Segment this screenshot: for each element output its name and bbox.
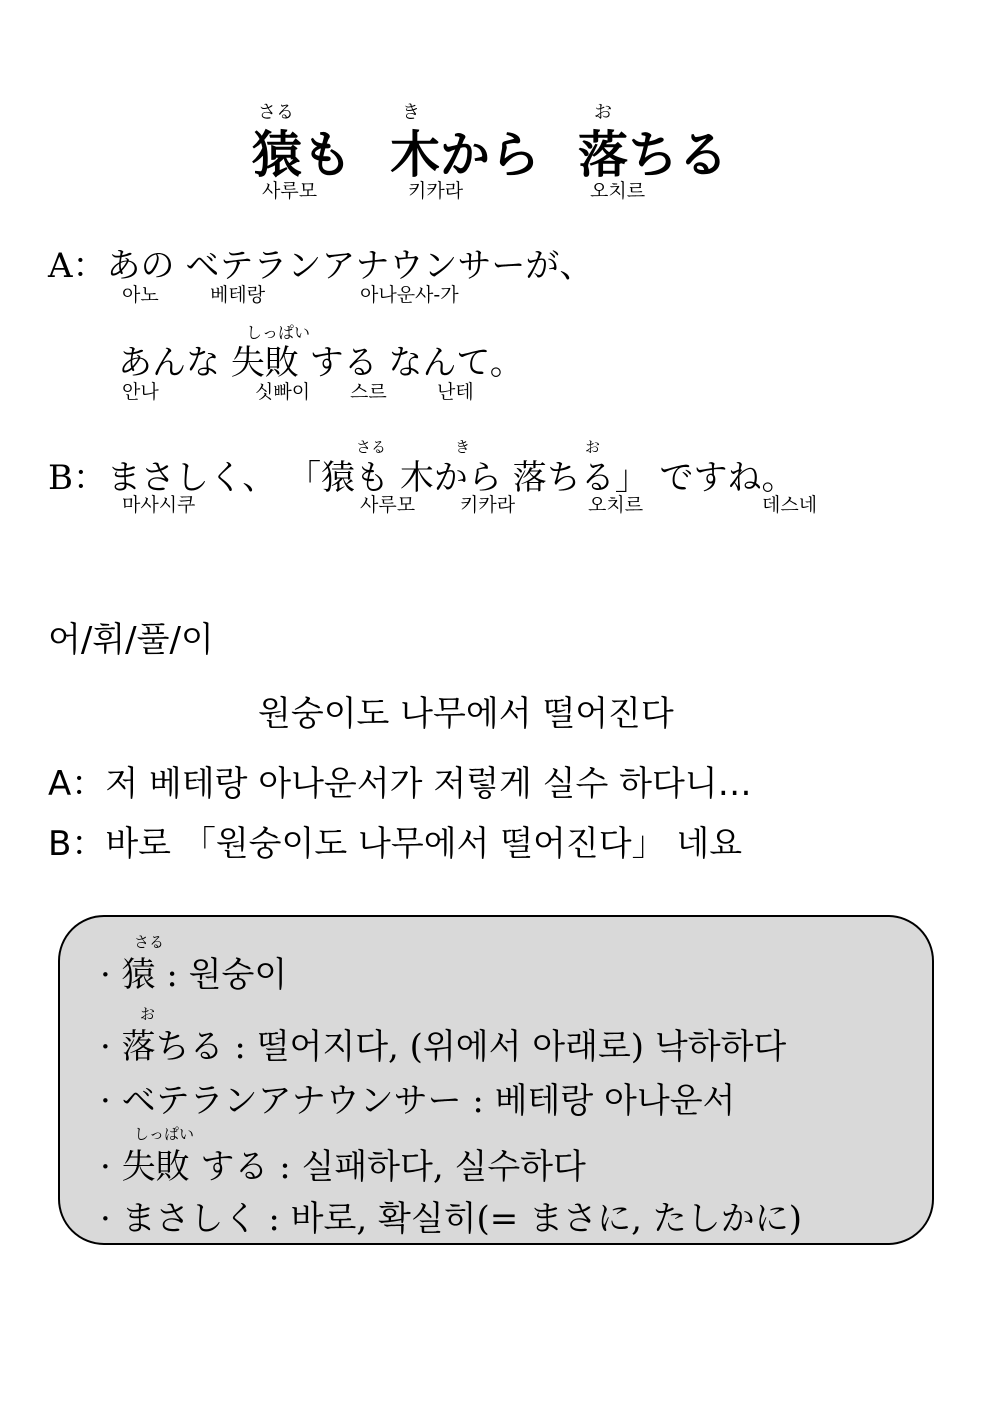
title-kr-3: 오치르 [590,180,646,202]
title-saru-mo: 猿も [252,125,352,184]
dialogue-a-line2: あんな 失敗 する なんて。 [118,343,524,383]
vocab-item-3: · ベテランアナウンサー : 베테랑 아나운서 [100,1081,736,1121]
vocab-ruby-4: しっぱい [134,1125,195,1143]
vocab-item-1: · 猿 : 원숭이 [100,955,288,995]
translation-b: B：바로 「원숭이도 나무에서 떨어진다」 네요 [48,824,743,864]
dialogue-b-kr-3: 키카라 [460,494,516,516]
dialogue-a1-kr-2: 베테랑 [210,284,266,306]
dialogue-b-ruby-ki: き [455,438,471,456]
dialogue-a2-kr-2: 싯빠이 [255,381,311,403]
dialogue-b-kr-2: 사루모 [360,494,416,516]
dialogue-a2-ruby: しっぱい [246,323,311,342]
title-ruby-ki: き [402,102,420,123]
vocab-item-2: · 落ちる : 떨어지다, (위에서 아래로) 낙하하다 [100,1027,787,1067]
section-heading: 어/휘/풀/이 [48,620,214,660]
title-ochiru: 落ちる [578,125,728,184]
vocab-item-4: · 失敗 する : 실패하다, 실수하다 [100,1147,586,1187]
title-ruby-o: お [594,102,612,123]
proverb-translation: 원숭이도 나무에서 떨어진다 [258,694,674,734]
title-ruby-saru: さる [258,102,294,123]
dialogue-a1-kr-3: 아나운사-가 [360,284,459,306]
dialogue-a2-kr-3: 스르 [350,381,387,403]
dialogue-b-line: B：まさしく、 「猿も 木から 落ちる」 ですね。 [48,458,796,498]
dialogue-a2-kr-4: 난테 [437,381,474,403]
dialogue-b-kr-4: 오치르 [588,494,644,516]
title-kr-1: 사루모 [262,180,318,202]
vocab-box [58,915,934,1245]
dialogue-a1-kr-1: 아노 [122,284,159,306]
vocab-item-5: · まさしく : 바로, 확실히(= まさに, たしかに) [100,1199,802,1239]
vocab-ruby-2: お [140,1005,156,1023]
vocab-ruby-1: さる [134,933,165,951]
dialogue-a2-kr-1: 안나 [122,381,159,403]
dialogue-b-kr-1: 마사시쿠 [122,494,196,516]
dialogue-b-kr-5: 데스네 [762,494,818,516]
title-kr-2: 키카라 [408,180,464,202]
translation-a: A：저 베테랑 아나운서가 저렇게 실수 하다니… [48,764,752,804]
dialogue-a-line1: A：あの ベテランアナウンサーが、 [48,246,594,286]
title-ki-kara: 木から [390,125,540,184]
dialogue-b-ruby-o: お [585,438,601,456]
dialogue-b-ruby-saru: さる [356,438,387,456]
